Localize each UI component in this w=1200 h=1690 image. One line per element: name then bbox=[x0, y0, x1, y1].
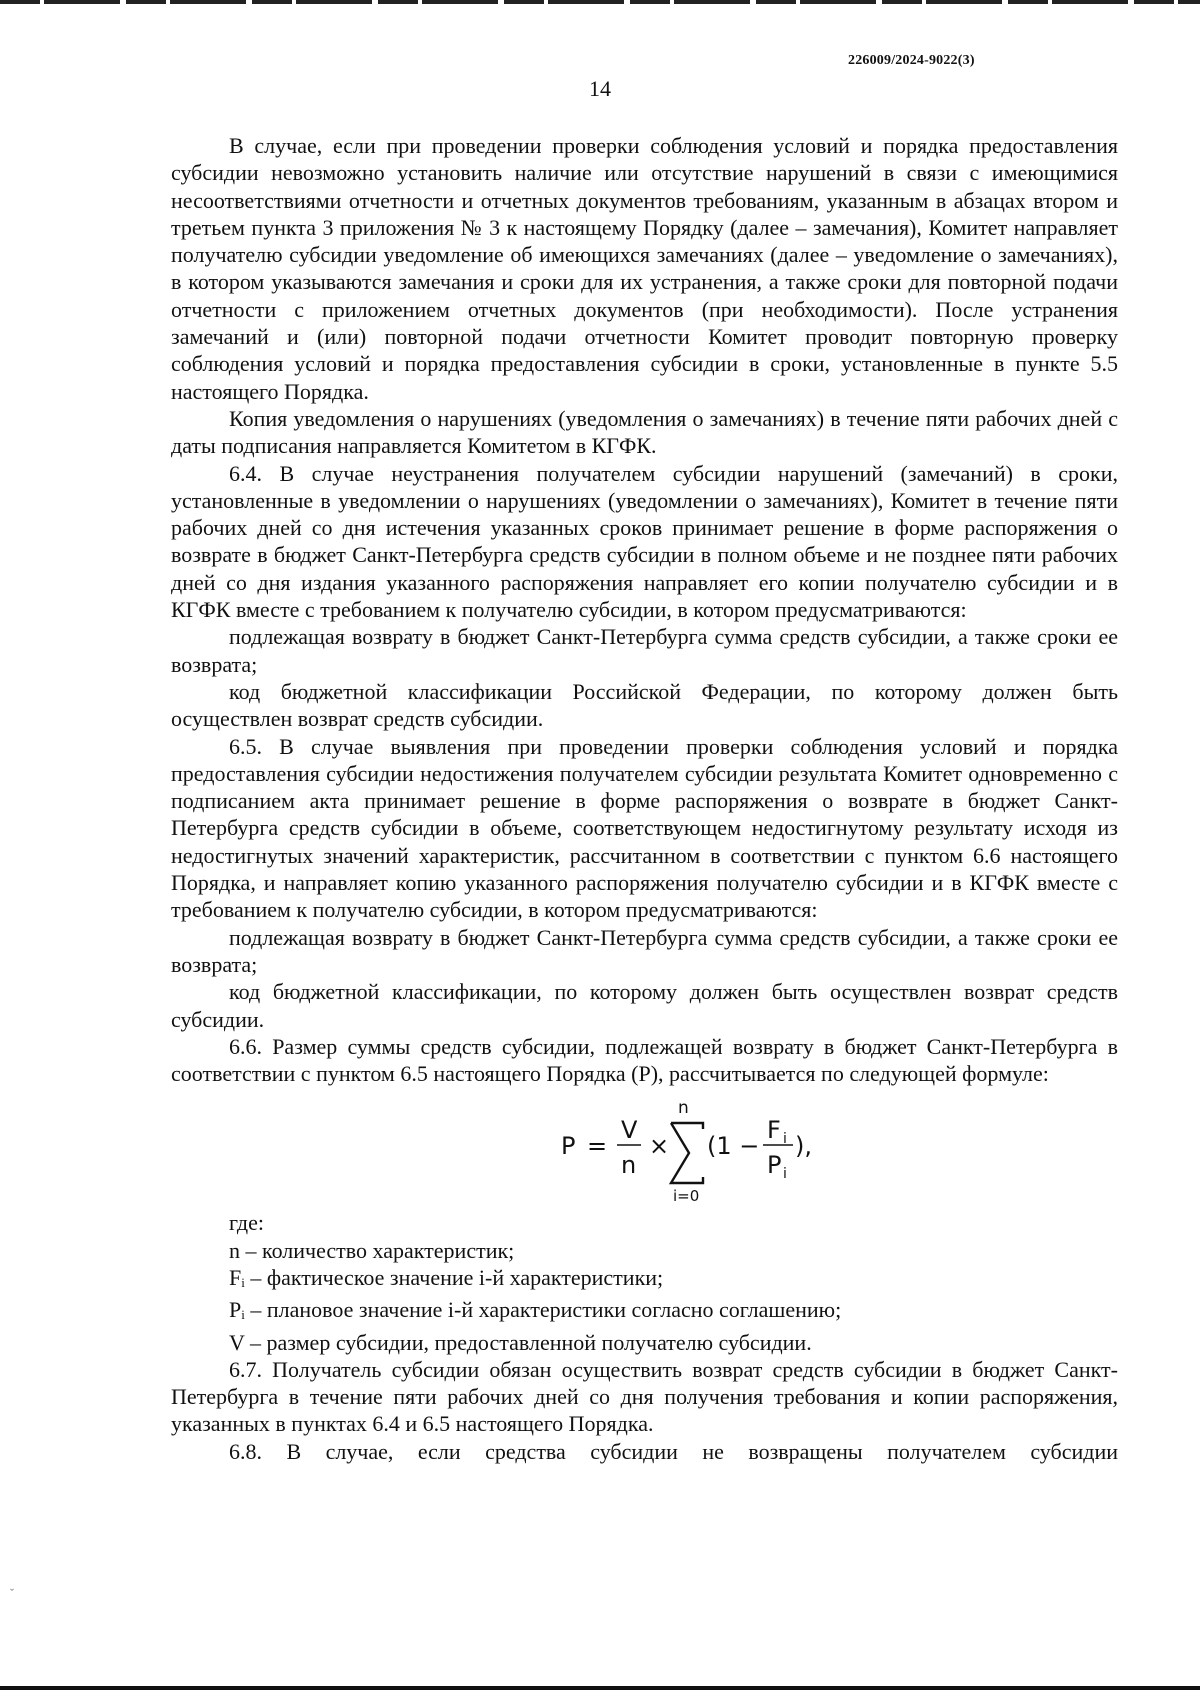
formula-times: × bbox=[649, 1132, 670, 1161]
scan-edge-bottom bbox=[0, 1686, 1200, 1690]
definition-p-text: – плановое значение i-й характеристики согласно соглашению; bbox=[244, 1297, 842, 1323]
formula-lhs: P bbox=[561, 1132, 576, 1161]
formula-frac-numerator: F bbox=[767, 1116, 781, 1145]
definition-v: V – размер субсидии, предоставленной получателю субсидии. bbox=[229, 1329, 812, 1355]
document-id: 226009/2024-9022(3) bbox=[848, 53, 975, 68]
formula-block bbox=[171, 1087, 1118, 1209]
paragraph-notice-copy: Копия уведомления о нарушениях (уведомления о замечаниях) в течение пяти рабочих дней с даты подписания направляется Комитетом в КГФК. bbox=[171, 405, 1118, 459]
sigma-icon bbox=[671, 1123, 703, 1183]
formula-close-paren: ), bbox=[795, 1132, 812, 1161]
formula-frac-denominator-sub: i bbox=[783, 1166, 787, 1183]
sum-upper-limit: n bbox=[678, 1098, 689, 1119]
formula-frac-denominator: P bbox=[767, 1151, 782, 1180]
definition-f-symbol: F bbox=[229, 1264, 242, 1290]
definition-where: где: bbox=[229, 1210, 264, 1236]
scan-artifact-mark: ˇ bbox=[10, 1586, 14, 1600]
formula-open-paren: (1 − bbox=[707, 1132, 760, 1161]
definition-p bbox=[229, 1296, 1118, 1328]
page-number: 14 bbox=[589, 76, 611, 101]
list-item-budget-code: код бюджетной классификации Российской Федерации, по которому должен быть осуществлен возврат средств субсидии. bbox=[171, 678, 1118, 732]
list-item-return-amount-2: подлежащая возврату в бюджет Санкт-Петербурга сумма средств субсидии, а также сроки ее возврата; bbox=[171, 924, 1118, 977]
list-item-budget-code-2: код бюджетной классификации, по которому должен быть осуществлен возврат средств субсидии. bbox=[171, 979, 1118, 1032]
return-formula bbox=[559, 1091, 819, 1207]
definition-f-sub: i bbox=[241, 1274, 245, 1290]
definition-p-symbol: P bbox=[229, 1297, 242, 1323]
scan-edge-top bbox=[0, 0, 1200, 4]
formula-frac-numerator-sub: i bbox=[783, 1131, 787, 1148]
paragraph-6-6: 6.6. Размер суммы средств субсидии, подлежащей возврату в бюджет Санкт-Петербурга в соответствии с пунктом 6.5 настоящего Порядка (P), рассчитывается по следующей формуле: bbox=[171, 1033, 1118, 1087]
paragraph-6-8: 6.8. В случае, если средства субсидии не возвращены получателем субсидии bbox=[229, 1438, 1118, 1464]
formula-denominator: n bbox=[621, 1151, 637, 1180]
definition-f bbox=[229, 1264, 1118, 1296]
definition-n: n – количество характеристик; bbox=[229, 1237, 515, 1263]
definitions-list bbox=[171, 1209, 1118, 1355]
document-body bbox=[171, 132, 1118, 1465]
list-item-return-amount: подлежащая возврату в бюджет Санкт-Петербурга сумма средств субсидии, а также сроки ее возврата; bbox=[171, 624, 1118, 677]
sum-lower-limit: i=0 bbox=[673, 1187, 700, 1206]
paragraph-6-5: 6.5. В случае выявления при проведении проверки соблюдения условий и порядка предоставления субсидии недостижения получателем субсидии результата Комитет одновременно с подписанием акта принимает решение в форме распоряжения о возврате в бюджет Санкт-Петербурга средств субсидии в объеме, соответствующем недостигнутому результату исходя из недостигнутых значений характеристик, рассчитанном в соответствии с пунктом 6.6 настоящего Порядка, и направляет копию указанного распоряжения получателю субсидии и в КГФК вместе с требованием к получателю субсидии, в котором предусматриваются: bbox=[171, 733, 1118, 923]
formula-equals: = bbox=[587, 1132, 608, 1161]
paragraph-6-4: 6.4. В случае неустранения получателем субсидии нарушений (замечаний) в сроки, установленные в уведомлении о нарушениях (уведомлении о замечаниях), Комитет в течение пяти рабочих дней со дня истечения указанных сроков принимает решение в форме распоряжения о возврате в бюджет Санкт-Петербурга средств субсидии в полном объеме и не позднее пяти рабочих дней со дня издания указанного распоряжения направляет его копии получателю субсидии и в КГФК вместе с требованием к получателю субсидии, в котором предусматриваются: bbox=[171, 460, 1118, 623]
definition-p-sub: i bbox=[241, 1307, 245, 1323]
definition-f-text: – фактическое значение i-й характеристики; bbox=[244, 1264, 664, 1290]
formula-numerator: V bbox=[621, 1116, 638, 1145]
paragraph-remarks: В случае, если при проведении проверки соблюдения условий и порядка предоставления субсидии невозможно установить наличие или отсутствие нарушений в связи с имеющимися несоответствиями отчетности и отчетных документов требованиям, указанным в абзацах втором и третьем пункта 3 приложения № 3 к настоящему Порядку (далее – замечания), Комитет направляет получателю субсидии уведомление об имеющихся замечаниях (далее – уведомление о замечаниях), в котором указываются замечания и сроки для их устранения, а также сроки для повторной подачи отчетности с приложением отчетных документов (при необходимости). После устранения замечаний и (или) повторной подачи отчетности Комитет проводит повторную проверку соблюдения условий и порядка предоставления субсидии в сроки, установленные в пункте 5.5 настоящего Порядка. bbox=[171, 133, 1118, 404]
paragraph-6-7: 6.7. Получатель субсидии обязан осуществить возврат средств субсидии в бюджет Санкт-Петербурга в течение пяти рабочих дней со дня получения требования и копии распоряжения, указанных в пунктах 6.4 и 6.5 настоящего Порядка. bbox=[171, 1356, 1118, 1437]
